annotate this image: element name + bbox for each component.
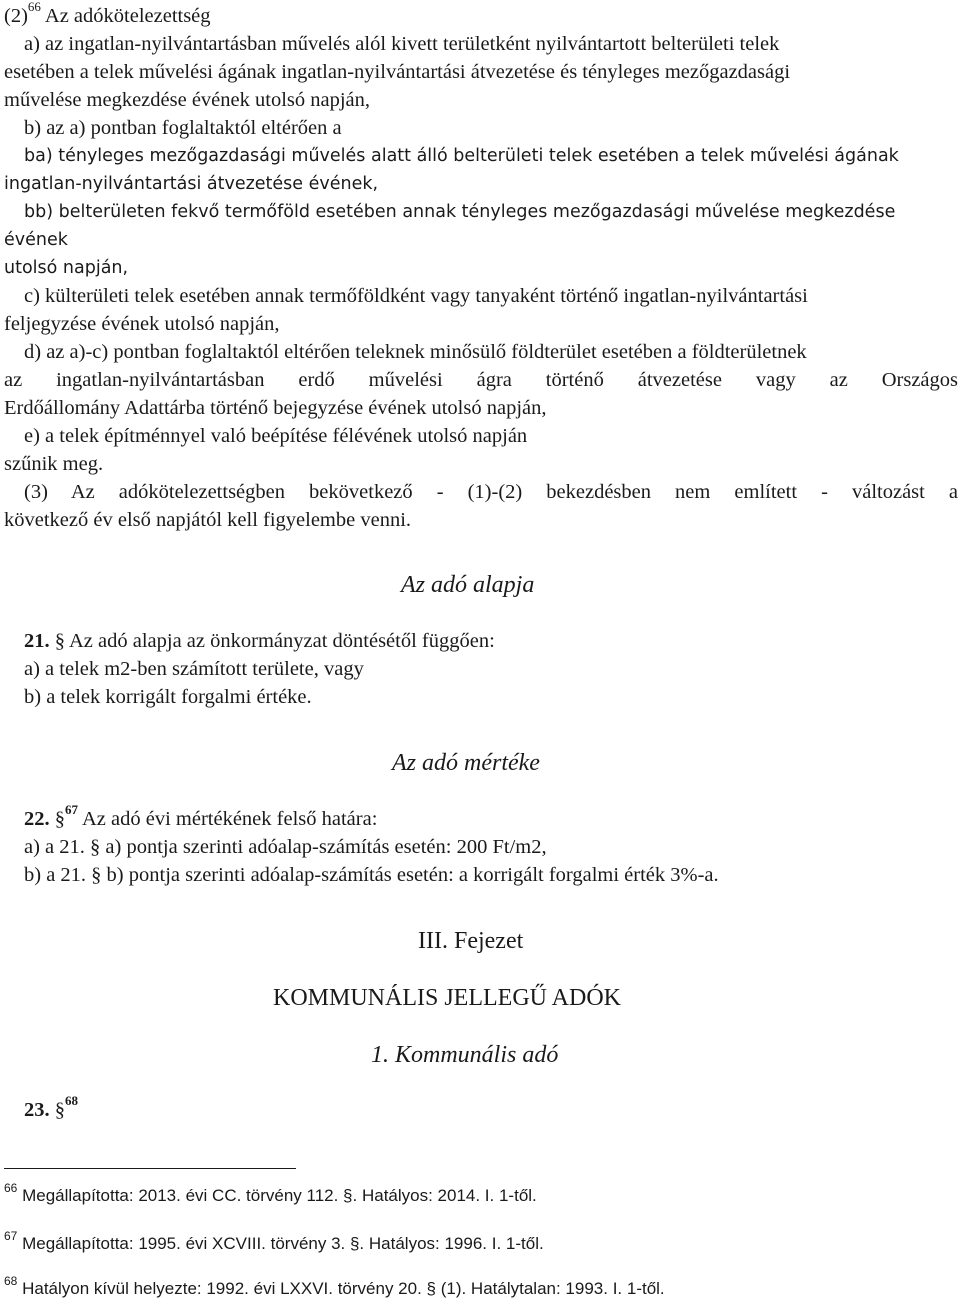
paragraph-22-point-b: b) a 21. § b) pontja szerinti adóalap-számítás esetén: a korrigált forgalmi érték 3%-a. <box>24 864 719 886</box>
paragraph-21-point-a: a) a telek m2-ben számított területe, vagy <box>24 658 364 680</box>
footnote-mark: 67 <box>4 1229 18 1244</box>
paragraph-22-text: Az adó évi mértékének felső határa: <box>78 808 378 830</box>
footnote-66 <box>4 1181 537 1208</box>
point-ba-line-1: ba) tényleges mezőgazdasági művelés alatt álló belterületi telek esetében a telek művelési ágának <box>24 146 899 166</box>
point-a-line-2: esetében a telek művelési ágának ingatlan-nyilvántartási átvezetése és tényleges mezőgazdasági <box>4 61 791 83</box>
footnote-text: Megállapította: 2013. évi CC. törvény 112. §. Hatályos: 2014. I. 1-től. <box>17 1186 537 1205</box>
section-2-closing: szűnik meg. <box>4 453 104 475</box>
point-a-line-3: művelése megkezdése évének utolsó napján, <box>4 89 371 111</box>
paragraph-21 <box>24 627 495 655</box>
footnote-ref-66[interactable]: 66 <box>27 0 41 15</box>
point-c-line-2: feljegyzése évének utolsó napján, <box>4 313 280 335</box>
footnote-text: Hatályon kívül helyezte: 1992. évi LXXVI. törvény 20. § (1). Hatálytalan: 1993. I. 1-től. <box>17 1279 665 1298</box>
footnote-ref-67[interactable]: 67 <box>65 802 78 818</box>
point-e: e) a telek építménnyel való beépítése félévének utolsó napján <box>24 425 528 447</box>
paragraph-21-text: Az adó alapja az önkormányzat döntésétől függően: <box>65 630 495 652</box>
footnote-text: Megállapította: 1995. évi XCVIII. törvény 3. §. Hatályos: 1996. I. 1-től. <box>17 1234 544 1253</box>
paragraph-sign: § <box>49 808 65 830</box>
footnote-separator <box>4 1168 296 1169</box>
point-ba-line-2: ingatlan-nyilvántartási átvezetése évének, <box>4 174 379 194</box>
paragraph-sign: § <box>49 630 65 652</box>
section-kommunalis-ado: 1. Kommunális adó <box>371 1042 559 1068</box>
section-2-number: (2) <box>4 5 28 27</box>
paragraph-21-number: 21. <box>24 630 50 652</box>
paragraph-23 <box>24 1093 78 1124</box>
paragraph-22-point-a: a) a 21. § a) pontja szerinti adóalap-számítás esetén: 200 Ft/m2, <box>24 836 547 858</box>
point-bb-line-1: bb) belterületen fekvő termőföld esetében annak tényleges mezőgazdasági művelése megkezdése <box>24 202 896 222</box>
heading-ado-alapja: Az adó alapja <box>401 572 535 598</box>
footnote-mark: 66 <box>4 1181 18 1196</box>
heading-ado-merteke: Az adó mértéke <box>392 750 540 776</box>
point-bb-line-3: utolsó napján, <box>4 258 129 278</box>
section-2-title: Az adókötelezettség <box>40 5 211 27</box>
paragraph-23-number: 23. <box>24 1099 50 1121</box>
footnote-67 <box>4 1229 544 1256</box>
section-2-heading <box>4 2 211 30</box>
section-3-line-1: (3) Az adókötelezettségben bekövetkező - (1)-(2) bekezdésben nem említett - változást a <box>24 481 958 503</box>
footnote-ref-68[interactable]: 68 <box>65 1093 78 1109</box>
paragraph-22 <box>24 802 378 833</box>
section-3-line-2: következő év első napjától kell figyelembe venni. <box>4 509 412 531</box>
footnote-mark: 68 <box>4 1274 18 1289</box>
point-c-line-1: c) külterületi telek esetében annak termőföldként vagy tanyaként történő ingatlan-nyilvántartási <box>24 285 808 307</box>
point-b: b) az a) pontban foglaltaktól eltérően a <box>24 117 342 139</box>
point-a-line-1: a) az ingatlan-nyilvántartásban művelés alól kivett területként nyilvántartott belterületi telek <box>24 33 780 55</box>
paragraph-21-point-b: b) a telek korrigált forgalmi értéke. <box>24 686 312 708</box>
point-bb-line-2: évének <box>4 230 68 250</box>
footnote-68 <box>4 1274 665 1301</box>
paragraph-22-number: 22. <box>24 808 50 830</box>
point-d-line-1: d) az a)-c) pontban foglaltaktól eltérően teleknek minősülő földterület esetében a földterületnek <box>24 341 807 363</box>
chapter-subtitle: KOMMUNÁLIS JELLEGŰ ADÓK <box>273 985 621 1011</box>
paragraph-sign: § <box>49 1099 65 1121</box>
point-d-line-2: az ingatlan-nyilvántartásban erdő művelési ágra történő átvezetése vagy az Országos <box>4 369 958 391</box>
point-d-line-3: Erdőállomány Adattárba történő bejegyzése évének utolsó napján, <box>4 397 547 419</box>
chapter-title: III. Fejezet <box>418 928 524 954</box>
